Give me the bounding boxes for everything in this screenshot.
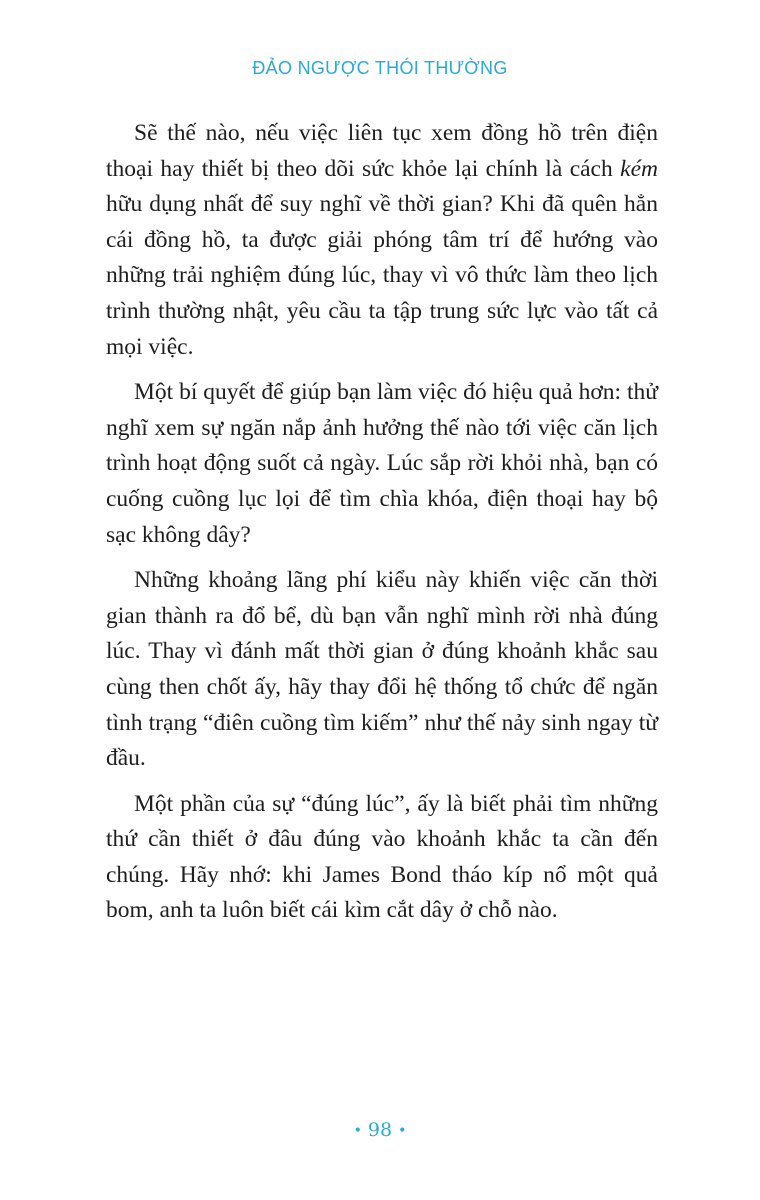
paragraph-3: Những khoảng lãng phí kiểu này khiến việc căn thời gian thành ra đổ bể, dù bạn vẫn nghĩ mình rời nhà đúng lúc. Thay vì đánh mất thời gian ở đúng khoảnh khắc sau cùng then chốt ấy, hãy thay đổi hệ thống tổ chức để ngăn tình trạng “điên cuồng tìm kiếm” như thế nảy sinh ngay từ đầu. [106,567,658,772]
running-head: ĐẢO NGƯỢC THÓI THƯỜNG [252,58,508,78]
body-text [106,116,658,939]
paragraph-1-end: hữu dụng nhất để suy nghĩ về thời gian? Khi đã quên hẳn cái đồng hồ, ta được giải phóng tâm trí để hướng vào những trải nghiệm đúng lúc, thay vì vô thức làm theo lịch trình thường nhật, yêu cầu ta tập trung sức lực vào tất cả mọi việc. [106,191,658,360]
paragraph-1-start: Sẽ thế nào, nếu việc liên tục xem đồng hồ trên điện thoại hay thiết bị theo dõi sức khỏe lại chính là cách [106,120,658,182]
page-number-footer [0,1119,760,1141]
page-number: 98 [367,1119,393,1141]
paragraph-2: Một bí quyết để giúp bạn làm việc đó hiệu quả hơn: thử nghĩ xem sự ngăn nắp ảnh hưởng thế nào tới việc căn lịch trình hoạt động suốt cả ngày. Lúc sắp rời khỏi nhà, bạn có cuống cuồng lục lọi để tìm chìa khóa, điện thoại hay bộ sạc không dây? [106,379,658,548]
paragraph-4: Một phần của sự “đúng lúc”, ấy là biết phải tìm những thứ cần thiết ở đâu đúng vào khoảnh khắc ta cần đến chúng. Hãy nhớ: khi James Bond tháo kíp nổ một quả bom, anh ta luôn biết cái kìm cắt dây ở chỗ nào. [106,790,658,924]
paragraph-1 [106,116,658,365]
folio-right-dot-icon: • [398,1123,407,1139]
paragraph-1-emphasis: kém [620,155,658,182]
folio-left-dot-icon: • [353,1123,362,1139]
